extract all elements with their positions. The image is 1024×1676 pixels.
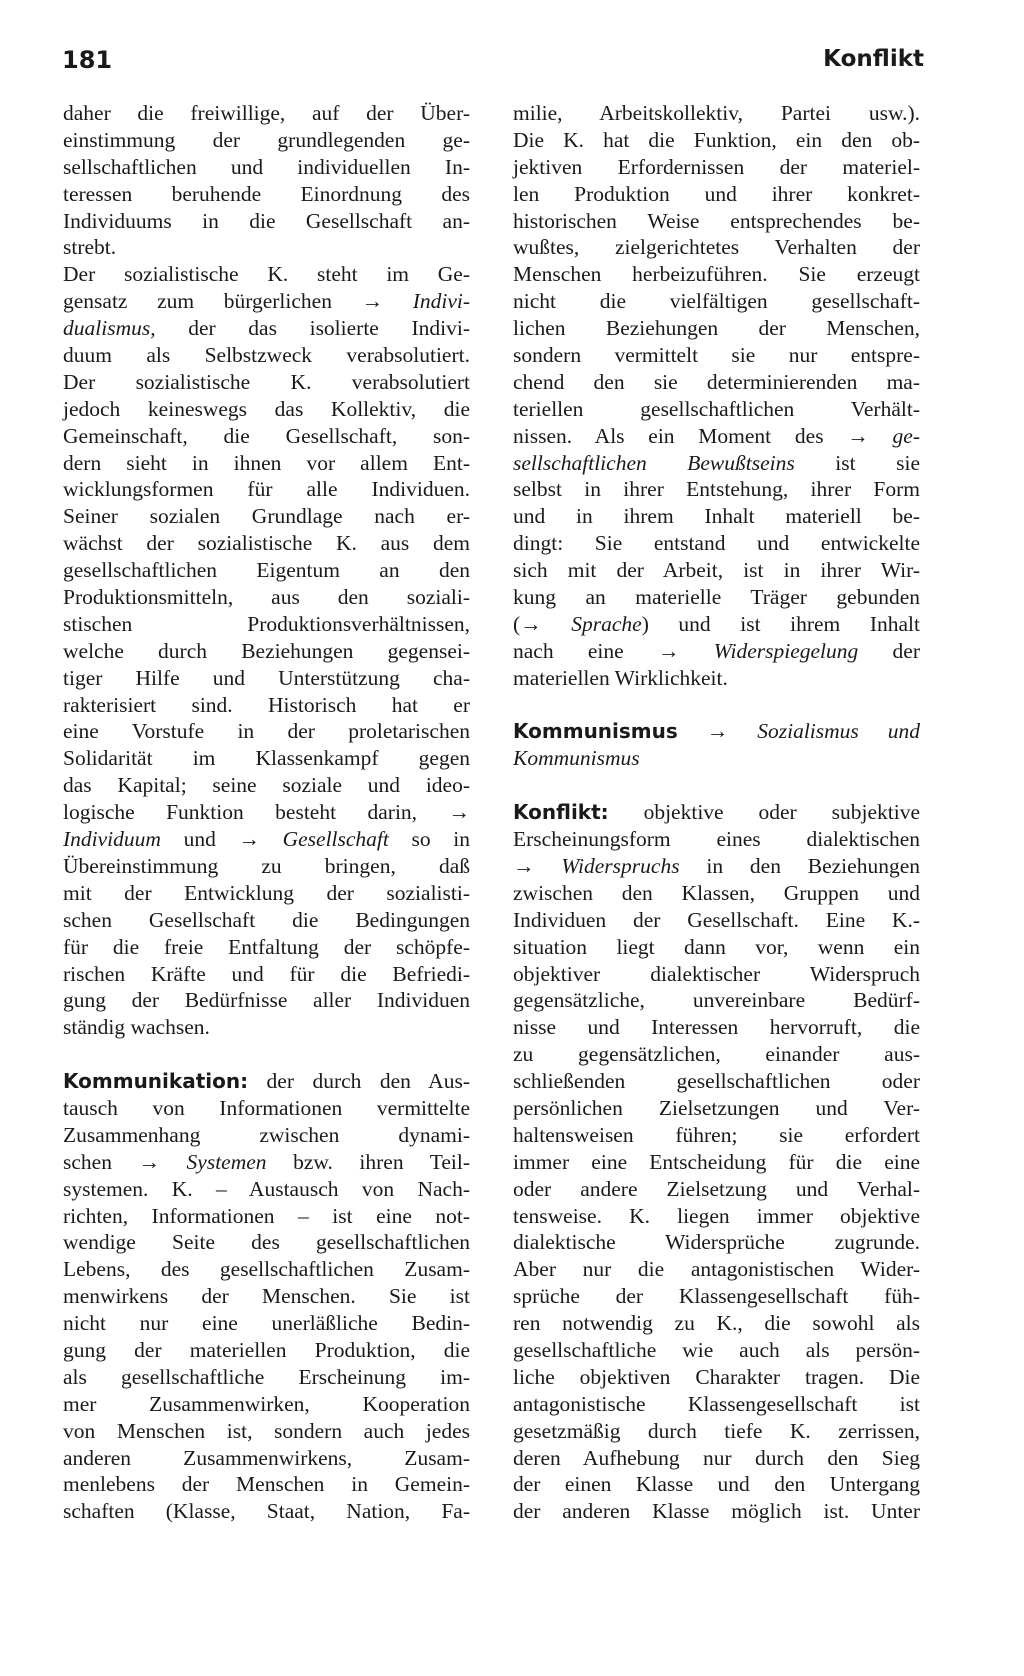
text-run: Die K. hat die Funktion, ein den ob- <box>513 127 920 152</box>
entry-headword: Kommunikation: <box>63 1069 249 1094</box>
text-run: wicklungsformen für alle Individuen. <box>63 477 470 502</box>
text-line <box>513 934 920 961</box>
text-line <box>513 288 920 315</box>
text-run: Individuen der Gesellschaft. Eine K.- <box>513 907 920 932</box>
text-line <box>513 100 920 127</box>
text-run: dingt: Sie entstand und entwickelte <box>513 531 920 556</box>
text-run: kung an materielle Träger gebunden <box>513 585 920 610</box>
text-line <box>513 208 920 235</box>
text-line <box>63 584 470 611</box>
text-run: jektiven Erfordernissen der materiel- <box>513 154 920 179</box>
text-line <box>63 934 470 961</box>
cross-reference: Gesellschaft <box>282 827 389 852</box>
text-run: materiellen Wirklichkeit. <box>513 665 728 690</box>
text-line <box>513 396 920 423</box>
text-run: als gesellschaftliche Erscheinung im- <box>63 1364 470 1389</box>
text-run: in den Beziehungen <box>679 853 920 878</box>
text-run: teriellen gesellschaftlichen Verhält- <box>513 396 920 421</box>
text-run: mer Zusammenwirken, Kooperation <box>63 1391 470 1416</box>
right-text-column <box>513 100 920 1525</box>
text-line <box>63 638 470 665</box>
text-line <box>513 826 920 853</box>
text-line <box>63 1176 470 1203</box>
text-line <box>513 476 920 503</box>
text-run: zwischen den Klassen, Gruppen und <box>513 880 920 905</box>
cross-reference: ge- <box>892 423 920 448</box>
text-line <box>63 423 470 450</box>
text-run: sellschaftlichen und individuellen In- <box>63 154 470 179</box>
text-line <box>513 1418 920 1445</box>
text-line <box>513 1337 920 1364</box>
text-line <box>63 1418 470 1445</box>
text-run: duum als Selbstzweck verabsolutiert. <box>63 343 470 368</box>
text-line <box>513 450 920 477</box>
text-run: tensweise. K. liegen immer objektive <box>513 1203 920 1228</box>
text-line <box>513 315 920 342</box>
text-line <box>63 1283 470 1310</box>
text-run: gesellschaftliche wie auch als persön- <box>513 1337 920 1362</box>
text-line <box>63 1445 470 1472</box>
cross-reference: sellschaftlichen Bewußtseins <box>513 450 795 475</box>
text-line <box>63 530 470 557</box>
text-run: Lebens, des gesellschaftlichen Zusam- <box>63 1257 470 1282</box>
text-run: für die freie Entfaltung der schöpfe- <box>63 934 470 959</box>
text-line <box>513 369 920 396</box>
text-run: welche durch Beziehungen gegensei- <box>63 638 470 663</box>
text-line <box>63 315 470 342</box>
text-run: selbst in ihrer Entstehung, ihrer Form <box>513 477 920 502</box>
text-run: gensatz zum bürgerlichen → <box>63 289 413 314</box>
text-line <box>63 718 470 745</box>
text-run: gung der Bedürfnisse aller Individuen <box>63 988 470 1013</box>
text-run: richten, Informationen – ist eine not- <box>63 1203 470 1228</box>
paragraph-gap <box>513 692 920 719</box>
text-run: persönlichen Zielsetzungen und Ver- <box>513 1095 920 1120</box>
text-run: von Menschen ist, sondern auch jedes <box>63 1418 470 1443</box>
text-line <box>513 1283 920 1310</box>
text-run: Seiner sozialen Grundlage nach er- <box>63 504 470 529</box>
text-run: gung der materiellen Produktion, die <box>63 1337 470 1362</box>
text-line <box>63 1068 470 1095</box>
text-line <box>513 745 920 772</box>
text-run: und in ihrem Inhalt materiell be- <box>513 504 920 529</box>
text-line <box>513 611 920 638</box>
text-line <box>513 1364 920 1391</box>
text-run: systemen. K. – Austausch von Nach- <box>63 1176 470 1201</box>
text-run: nicht die vielfältigen gesellschaft- <box>513 289 920 314</box>
text-run: wächst der sozialistische K. aus dem <box>63 531 470 556</box>
text-run: wußtes, zielgerichtetes Verhalten der <box>513 235 920 260</box>
text-run: lichen Beziehungen der Menschen, <box>513 316 920 341</box>
text-line <box>513 154 920 181</box>
text-run: haltensweisen führen; sie erfordert <box>513 1122 920 1147</box>
text-run: Erscheinungsform eines dialektischen <box>513 827 920 852</box>
text-line <box>63 961 470 988</box>
text-line <box>513 342 920 369</box>
text-line <box>63 692 470 719</box>
cross-reference: Kommunismus <box>513 746 640 771</box>
text-run: anderen Zusammenwirkens, Zusam- <box>63 1445 470 1470</box>
text-line <box>513 1149 920 1176</box>
text-line <box>63 772 470 799</box>
text-line <box>513 127 920 154</box>
text-run: der einen Klasse und den Untergang <box>513 1472 920 1497</box>
text-run: jedoch keineswegs das Kollektiv, die <box>63 396 470 421</box>
text-line <box>63 1391 470 1418</box>
text-line <box>513 1310 920 1337</box>
text-line <box>63 100 470 127</box>
text-line <box>513 1095 920 1122</box>
text-run: situation liegt dann vor, wenn ein <box>513 934 920 959</box>
text-line <box>63 261 470 288</box>
text-line <box>63 665 470 692</box>
text-line <box>63 181 470 208</box>
text-run: daher die freiwillige, auf der Über- <box>63 101 470 125</box>
text-run: historischen Weise entsprechendes be- <box>513 208 920 233</box>
text-line <box>513 1256 920 1283</box>
text-run: Zusammenhang zwischen dynami- <box>63 1122 470 1147</box>
text-run: milie, Arbeitskollektiv, Partei usw.). <box>513 101 920 125</box>
text-run: nicht nur eine unerläßliche Bedin- <box>63 1311 470 1336</box>
cross-reference: dualismus, <box>63 316 156 341</box>
text-line <box>63 1229 470 1256</box>
text-line <box>63 1149 470 1176</box>
page-number: 181 <box>62 46 113 74</box>
text-run: tausch von Informationen vermittelte <box>63 1095 470 1120</box>
text-line <box>63 1310 470 1337</box>
text-line <box>63 557 470 584</box>
text-line <box>513 1229 920 1256</box>
text-line <box>63 1203 470 1230</box>
text-run: tiger Hilfe und Unterstützung cha- <box>63 665 470 690</box>
text-line <box>63 1498 470 1525</box>
text-run: einstimmung der grundlegenden ge- <box>63 127 470 152</box>
running-head: Konflikt <box>823 46 924 72</box>
text-line <box>63 1014 470 1041</box>
cross-reference: Sprache <box>571 611 642 636</box>
text-line <box>513 961 920 988</box>
cross-reference: Indivi- <box>412 289 470 314</box>
text-run: ständig wachsen. <box>63 1015 210 1040</box>
text-run: sondern vermittelt sie nur entspre- <box>513 343 920 368</box>
paragraph-gap <box>63 1041 470 1068</box>
text-line <box>63 611 470 638</box>
text-line <box>513 853 920 880</box>
text-run: strebt. <box>63 235 117 260</box>
text-run: schaften (Klasse, Staat, Nation, Fa- <box>63 1499 470 1524</box>
text-line <box>513 799 920 826</box>
text-run: dern sieht in ihnen vor allem Ent- <box>63 450 470 475</box>
text-line <box>63 880 470 907</box>
text-run: nissen. Als ein Moment des → <box>513 423 893 448</box>
text-run: ) und ist ihrem Inhalt <box>641 611 920 636</box>
text-line <box>63 450 470 477</box>
text-line <box>63 1095 470 1122</box>
text-line <box>513 1391 920 1418</box>
text-line <box>513 234 920 261</box>
text-line <box>63 853 470 880</box>
text-line <box>513 718 920 745</box>
text-line <box>63 208 470 235</box>
text-run: immer eine Entscheidung für die eine <box>513 1149 920 1174</box>
text-line <box>63 745 470 772</box>
text-line <box>63 799 470 826</box>
text-run: gesetzmäßig durch tiefe K. zerrissen, <box>513 1418 920 1443</box>
cross-reference: Widerspruchs <box>561 853 680 878</box>
entry-headword: Kommunismus <box>513 719 678 744</box>
text-line <box>513 557 920 584</box>
text-run: dialektische Widersprüche zugrunde. <box>513 1230 920 1255</box>
text-line <box>63 288 470 315</box>
text-run: rakterisiert sind. Historisch hat er <box>63 692 470 717</box>
text-run: Der sozialistische K. steht im Ge- <box>63 262 470 287</box>
text-run: der <box>858 638 920 663</box>
text-line <box>63 907 470 934</box>
text-line <box>513 584 920 611</box>
text-run: der anderen Klasse möglich ist. Unter <box>513 1499 920 1524</box>
text-line <box>513 1068 920 1095</box>
text-line <box>63 1337 470 1364</box>
text-run: zu gegensätzlichen, einander aus- <box>513 1042 920 1067</box>
text-line <box>63 342 470 369</box>
text-run: liche objektiven Charakter tragen. Die <box>513 1364 920 1389</box>
text-line <box>513 1176 920 1203</box>
cross-reference: Individuum <box>63 827 161 852</box>
text-line <box>513 1122 920 1149</box>
text-run: wendige Seite des gesellschaftlichen <box>63 1230 470 1255</box>
text-line <box>63 1256 470 1283</box>
text-run: Solidarität im Klassenkampf gegen <box>63 746 470 771</box>
cross-reference: Systemen <box>186 1149 267 1174</box>
text-run: schen → <box>63 1149 187 1174</box>
text-line <box>63 154 470 181</box>
text-run: Individuums in die Gesellschaft an- <box>63 208 470 233</box>
text-line <box>513 665 920 692</box>
text-run: len Produktion und ihrer konkret- <box>513 181 920 206</box>
text-run: schließenden gesellschaftlichen oder <box>513 1069 920 1094</box>
text-line <box>63 476 470 503</box>
text-run: teressen beruhende Einordnung des <box>63 181 470 206</box>
text-run: ren notwendig zu K., die sowohl als <box>513 1311 920 1336</box>
paragraph-gap <box>513 772 920 799</box>
text-line <box>513 1471 920 1498</box>
text-run: menwirkens der Menschen. Sie ist <box>63 1284 470 1309</box>
text-run: mit der Entwicklung der sozialisti- <box>63 880 470 905</box>
text-run: Gemeinschaft, die Gesellschaft, son- <box>63 423 470 448</box>
text-run: der durch den Aus- <box>248 1069 470 1094</box>
text-run: nach eine → <box>513 638 714 663</box>
text-run: objektive oder subjektive <box>608 800 920 825</box>
text-line <box>63 987 470 1014</box>
text-line <box>513 880 920 907</box>
text-line <box>513 261 920 288</box>
text-run: eine Vorstufe in der proletarischen <box>63 719 470 744</box>
text-run: so in <box>388 827 470 852</box>
text-run: → <box>513 853 562 878</box>
text-run: (→ <box>513 611 572 636</box>
text-run: das Kapital; seine soziale und ideo- <box>63 773 470 798</box>
text-line <box>513 181 920 208</box>
text-line <box>513 1203 920 1230</box>
text-run: deren Aufhebung nur durch den Sieg <box>513 1445 920 1470</box>
text-line <box>513 638 920 665</box>
text-run: antagonistische Klassengesellschaft ist <box>513 1391 920 1416</box>
text-line <box>513 907 920 934</box>
text-line <box>63 1122 470 1149</box>
text-line <box>63 127 470 154</box>
text-run: Der sozialistische K. verabsolutiert <box>63 369 470 394</box>
text-line <box>513 1041 920 1068</box>
text-run: sich mit der Arbeit, ist in ihrer Wir- <box>513 558 920 583</box>
text-run: stischen Produktionsverhältnissen, <box>63 611 470 636</box>
text-run: der das isolierte Indivi- <box>155 316 470 341</box>
text-line <box>513 423 920 450</box>
text-run: menlebens der Menschen in Gemein- <box>63 1472 470 1497</box>
text-line <box>63 826 470 853</box>
text-run: sprüche der Klassengesellschaft füh- <box>513 1284 920 1309</box>
text-run: → <box>677 719 758 744</box>
text-run: Aber nur die antagonistischen Wider- <box>513 1257 920 1282</box>
text-run: Menschen herbeizuführen. Sie erzeugt <box>513 262 920 287</box>
text-line <box>63 1471 470 1498</box>
text-line <box>63 396 470 423</box>
text-run: oder andere Zielsetzung und Verhal- <box>513 1176 920 1201</box>
text-run: gesellschaftlichen Eigentum an den <box>63 558 470 583</box>
text-run: bzw. ihren Teil- <box>266 1149 471 1174</box>
text-run: logische Funktion besteht darin, → <box>63 800 470 825</box>
text-line <box>63 503 470 530</box>
text-line <box>63 369 470 396</box>
text-line <box>513 987 920 1014</box>
text-line <box>63 234 470 261</box>
text-run: gegensätzliche, unvereinbare Bedürf- <box>513 988 920 1013</box>
text-line <box>513 1014 920 1041</box>
cross-reference: Sozialismus und <box>757 719 920 744</box>
text-line <box>513 1445 920 1472</box>
text-run: objektiver dialektischer Widerspruch <box>513 961 920 986</box>
left-text-column <box>63 100 470 1525</box>
text-line <box>63 1364 470 1391</box>
text-run: chend den sie determinierenden ma- <box>513 369 920 394</box>
text-run: ist sie <box>794 450 920 475</box>
text-line <box>513 530 920 557</box>
text-line <box>513 1498 920 1525</box>
text-line <box>513 503 920 530</box>
text-run: nisse und Interessen hervorruft, die <box>513 1015 920 1040</box>
text-run: und → <box>160 827 283 852</box>
cross-reference: Widerspiegelung <box>713 638 859 663</box>
text-run: rischen Kräfte und für die Befriedi- <box>63 961 470 986</box>
entry-headword: Konflikt: <box>513 800 609 825</box>
text-run: schen Gesellschaft die Bedingungen <box>63 907 470 932</box>
text-run: Übereinstimmung zu bringen, daß <box>63 853 470 878</box>
text-run: Produktionsmitteln, aus den soziali- <box>63 585 470 610</box>
